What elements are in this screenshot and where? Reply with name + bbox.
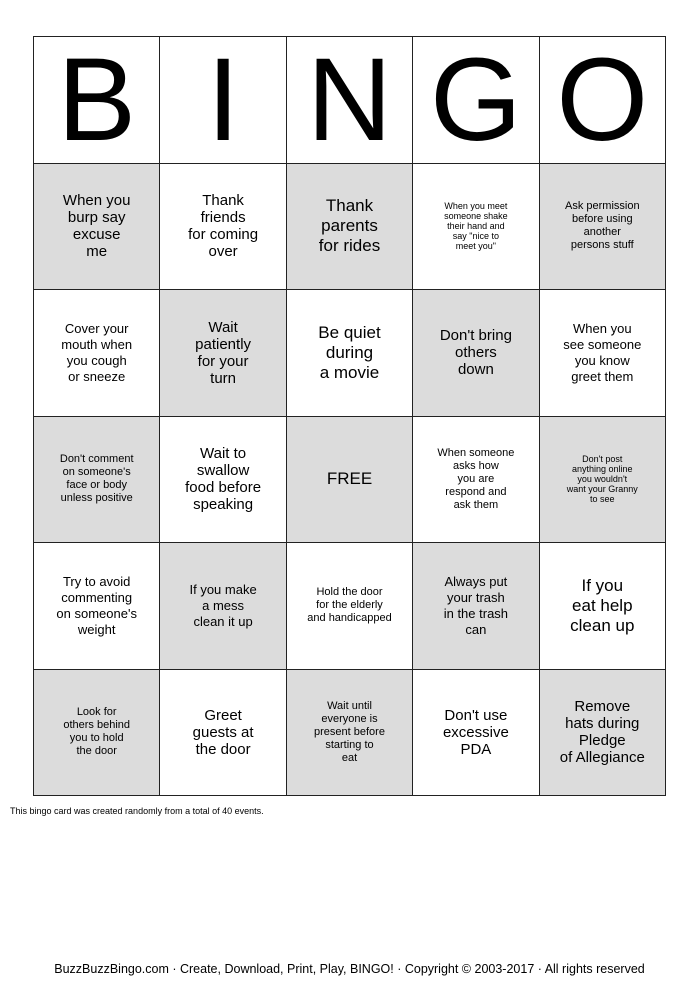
bingo-square: Be quiet during a movie [287, 290, 413, 417]
bingo-square: Greet guests at the door [160, 670, 286, 797]
bingo-square: Thank parents for rides [287, 164, 413, 291]
card-note: This bingo card was created randomly from a total of 40 events. [10, 806, 264, 816]
bingo-square: If you eat help clean up [540, 543, 666, 670]
footer-copyright: BuzzBuzzBingo.com · Create, Download, Print, Play, BINGO! · Copyright © 2003-2017 · All rights reserved [54, 962, 645, 976]
bingo-square: When someone asks how you are respond and ask them [413, 417, 539, 544]
header-letter-n: N [287, 37, 413, 164]
bingo-square: Hold the door for the elderly and handicapped [287, 543, 413, 670]
bingo-square: Wait patiently for your turn [160, 290, 286, 417]
bingo-square: Ask permission before using another persons stuff [540, 164, 666, 291]
bingo-square: Look for others behind you to hold the door [34, 670, 160, 797]
free-square: FREE [287, 417, 413, 544]
bingo-square: When you meet someone shake their hand and say "nice to meet you" [413, 164, 539, 291]
bingo-square: Don't bring others down [413, 290, 539, 417]
header-letter-o: O [540, 37, 666, 164]
bingo-square: Remove hats during Pledge of Allegiance [540, 670, 666, 797]
bingo-square: Cover your mouth when you cough or sneeze [34, 290, 160, 417]
header-letter-i: I [160, 37, 286, 164]
bingo-square: Always put your trash in the trash can [413, 543, 539, 670]
bingo-square: Thank friends for coming over [160, 164, 286, 291]
bingo-square: Wait until everyone is present before starting to eat [287, 670, 413, 797]
bingo-square: When you see someone you know greet them [540, 290, 666, 417]
bingo-card [33, 36, 666, 796]
bingo-square: Try to avoid commenting on someone's weight [34, 543, 160, 670]
header-letter-g: G [413, 37, 539, 164]
bingo-square: Don't post anything online you wouldn't want your Granny to see [540, 417, 666, 544]
bingo-square: Wait to swallow food before speaking [160, 417, 286, 544]
bingo-square: If you make a mess clean it up [160, 543, 286, 670]
header-letter-b: B [34, 37, 160, 164]
bingo-square: Don't comment on someone's face or body unless positive [34, 417, 160, 544]
bingo-square: When you burp say excuse me [34, 164, 160, 291]
bingo-square: Don't use excessive PDA [413, 670, 539, 797]
